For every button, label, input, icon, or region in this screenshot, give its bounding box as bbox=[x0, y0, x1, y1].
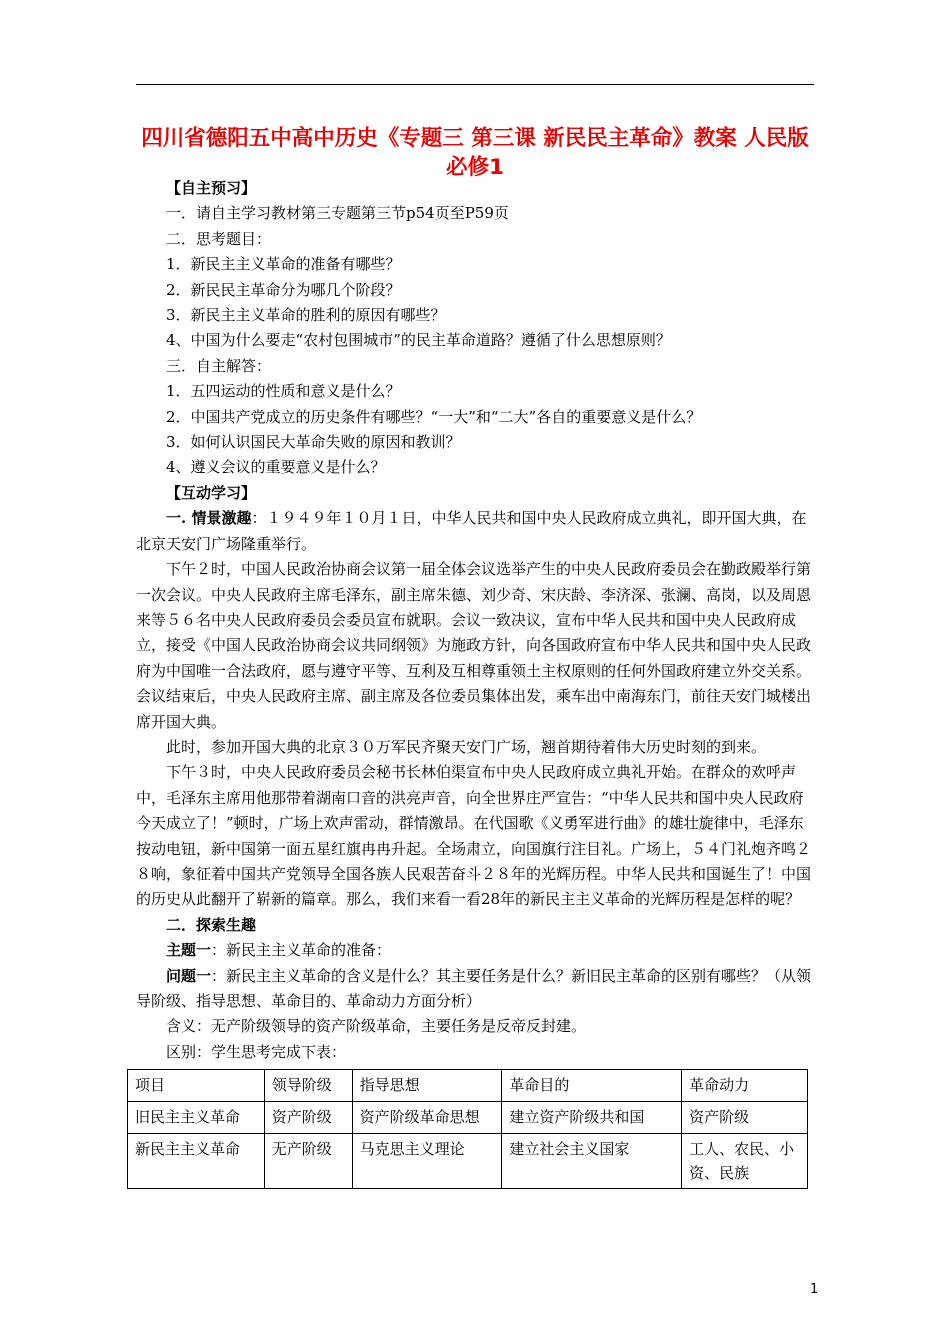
question-one bbox=[136, 964, 814, 1015]
question-item: 2．新民民主革命分为哪几个阶段？ bbox=[166, 280, 401, 299]
table-cell: 工人、农民、小资、民族 bbox=[682, 1134, 808, 1189]
preview-line-3: 三．自主解答： bbox=[166, 356, 272, 375]
answer-item: 2．中国共产党成立的历史条件有哪些？“一大”和“二大”各自的重要意义是什么？ bbox=[166, 407, 702, 426]
scenario-label: 一. 情景激趣 bbox=[166, 509, 252, 528]
table-cell: 旧民主主义革命 bbox=[128, 1102, 265, 1134]
table-cell: 无产阶级 bbox=[264, 1134, 352, 1189]
difference-line: 区别：学生思考完成下表： bbox=[166, 1042, 347, 1061]
question-item: 3．新民主主义革命的胜利的原因有哪些？ bbox=[166, 306, 446, 325]
table-header-cell: 革命动力 bbox=[682, 1070, 808, 1102]
table-cell: 建立社会主义国家 bbox=[502, 1134, 682, 1189]
preview-line-1: 一．请自主学习教材第三专题第三节p54页至P59页 bbox=[166, 204, 509, 223]
document-title: 四川省德阳五中高中历史《专题三 第三课 新民民主革命》教案 人民版必修1 bbox=[141, 126, 809, 180]
explore-heading: 二．探索生趣 bbox=[166, 915, 257, 934]
interactive-heading: 【互动学习】 bbox=[166, 483, 257, 502]
answer-item: 3．如何认识国民大革命失败的原因和教训？ bbox=[166, 433, 461, 452]
answer-item: 1．五四运动的性质和意义是什么？ bbox=[166, 382, 401, 401]
topic-one-text: ：新民主主义革命的准备： bbox=[211, 941, 392, 960]
table-header-cell: 指导思想 bbox=[352, 1070, 502, 1102]
preview-line-2: 二．思考题目： bbox=[166, 229, 272, 248]
question-one-text: ：新民主主义革命的含义是什么？其主要任务是什么？新旧民主革命的区别有哪些？（从领导阶级、指导思想、革命目的、革命动力方面分析） bbox=[136, 966, 812, 1010]
table-cell: 新民主主义革命 bbox=[128, 1134, 265, 1189]
table-header-row bbox=[128, 1070, 808, 1102]
topic-one-label: 主题一 bbox=[166, 941, 212, 960]
paragraph: 下午３时，中央人民政府委员会秘书长林伯渠宣布中央人民政府成立典礼开始。在群众的欢呼声中，毛泽东主席用他那带着湖南口音的洪亮声音，向全世界庄严宣告：“中华人民共和国中央人民政府今天成立了！”顿时，广场上欢声雷动，群情激昂。在代国歌《义勇军进行曲》的雄壮旋律中，毛泽东按动电钮，新中国第一面五星红旗冉冉升起。全场肃立，向国旗行注目礼。广场上，５４门礼炮齐鸣２８响，象征着中国共产党领导全国各族人民艰苦奋斗２８年的光辉历程。中华人民共和国诞生了！中国的历史从此翻开了崭新的篇章。那么，我们来看一看28年的新民主主义革命的光辉历程是怎样的呢？ bbox=[136, 763, 812, 909]
answer-item: 4、遵义会议的重要意义是什么？ bbox=[166, 458, 386, 477]
question-one-label: 问题一 bbox=[166, 966, 212, 985]
table-cell: 建立资产阶级共和国 bbox=[502, 1102, 682, 1134]
table-header-cell: 革命目的 bbox=[502, 1070, 682, 1102]
meaning-line: 含义：无产阶级领导的资产阶级革命，主要任务是反帝反封建。 bbox=[166, 1017, 587, 1036]
comparison-table bbox=[127, 1069, 808, 1189]
question-item: 1．新民主主义革命的准备有哪些？ bbox=[166, 255, 401, 274]
scenario-paragraph bbox=[136, 506, 814, 557]
table-cell: 资产阶级 bbox=[682, 1102, 808, 1134]
paragraph: 此时，参加开国大典的北京３０万军民齐聚天安门广场，翘首期待着伟大历史时刻的到来。 bbox=[166, 737, 767, 756]
document-body bbox=[136, 176, 814, 1065]
table-cell: 资产阶级革命思想 bbox=[352, 1102, 502, 1134]
topic-one bbox=[136, 938, 814, 963]
table-header-cell: 领导阶级 bbox=[264, 1070, 352, 1102]
table-cell: 马克思主义理论 bbox=[352, 1134, 502, 1189]
question-item: 4、中国为什么要走“农村包围城市”的民主革命道路？遵循了什么思想原则？ bbox=[166, 331, 671, 350]
page-number: 1 bbox=[810, 1282, 819, 1297]
scenario-text: ：１９４９年１０月１日，中华人民共和国中央人民政府成立典礼，即开国大典，在北京天安门广场隆重举行。 bbox=[136, 509, 807, 553]
table-header-cell: 项目 bbox=[128, 1070, 265, 1102]
table-row bbox=[128, 1102, 808, 1134]
paragraph: 下午２时，中国人民政治协商会议第一届全体会议选举产生的中央人民政府委员会在勤政殿举行第一次会议。中央人民政府主席毛泽东，副主席朱德、刘少奇、宋庆龄、李济深、张澜、高岗，以及周恩来等５６名中央人民政府委员会委员宣布就职。会议一致决议，宣布中华人民共和国中央人民政府成立，接受《中国人民政治协商会议共同纲领》为施政方针，向各国政府宣布中华人民共和国中央人民政府为中国唯一合法政府，愿与遵守平等、互利及互相尊重领土主权原则的任何外国政府建立外交关系。会议结束后，中央人民政府主席、副主席及各位委员集体出发，乘车出中南海东门，前往天安门城楼出席开国大典。 bbox=[136, 560, 812, 731]
preview-heading: 【自主预习】 bbox=[166, 179, 257, 197]
table-row bbox=[128, 1134, 808, 1189]
table-cell: 资产阶级 bbox=[264, 1102, 352, 1134]
header-rule bbox=[136, 84, 814, 85]
